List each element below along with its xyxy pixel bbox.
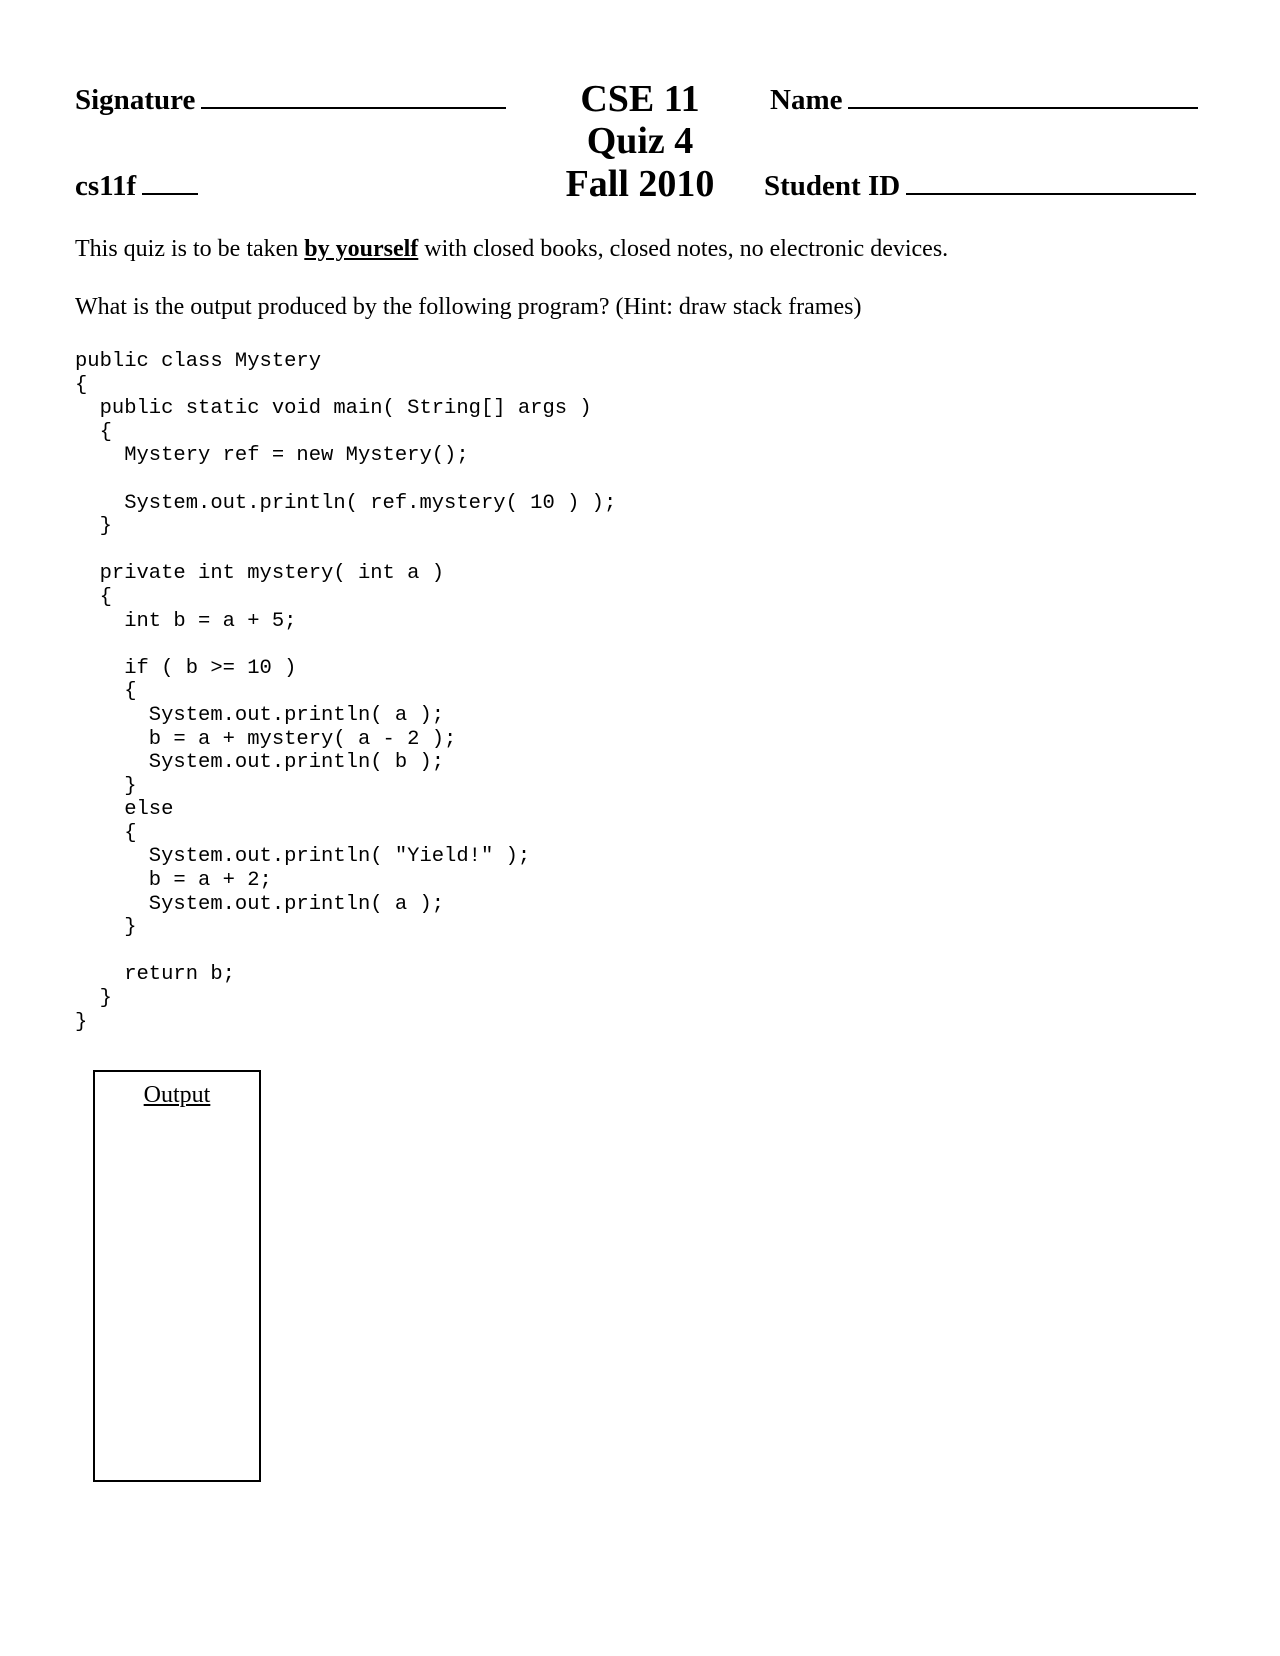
- code-line: int b = a + 5;: [75, 609, 297, 633]
- code-line: System.out.println( a );: [75, 703, 445, 727]
- code-line: public static void main( String[] args ): [75, 397, 592, 421]
- instructions-emphasis: by yourself: [304, 236, 419, 262]
- cs11f-line[interactable]: [142, 192, 198, 195]
- code-listing: [75, 350, 616, 1034]
- code-line: }: [75, 916, 137, 940]
- code-line: }: [75, 774, 137, 798]
- term-title: Fall 2010: [565, 163, 715, 205]
- code-line: System.out.println( b );: [75, 751, 445, 775]
- student-id-field[interactable]: [764, 172, 1196, 201]
- output-label: Output: [143, 1082, 211, 1108]
- question: What is the output produced by the following program? (Hint: draw stack frames): [75, 294, 862, 320]
- signature-line[interactable]: [201, 106, 506, 109]
- code-line: return b;: [75, 963, 235, 987]
- code-line: else: [75, 798, 174, 822]
- code-line: {: [75, 420, 112, 444]
- output-box[interactable]: [93, 1070, 261, 1482]
- signature-label: Signature: [75, 84, 196, 116]
- code-line: public class Mystery: [75, 350, 322, 373]
- code-line: if ( b >= 10 ): [75, 656, 297, 680]
- code-line: }: [75, 515, 112, 539]
- code-line: {: [75, 585, 112, 609]
- code-line: }: [75, 1010, 88, 1034]
- code-line: b = a + 2;: [75, 869, 272, 893]
- student-id-label: Student ID: [764, 170, 901, 202]
- student-id-line[interactable]: [906, 192, 1196, 195]
- code-line: {: [75, 680, 137, 704]
- course-title: CSE 11: [580, 78, 700, 120]
- code-line: {: [75, 373, 88, 397]
- code-line: System.out.println( ref.mystery( 10 ) );: [75, 491, 617, 515]
- instructions: [75, 237, 948, 261]
- code-line: {: [75, 821, 137, 845]
- signature-field[interactable]: [75, 86, 506, 115]
- code-line: Mystery ref = new Mystery();: [75, 444, 469, 468]
- name-field[interactable]: [770, 86, 1198, 115]
- instructions-prefix: This quiz is to be taken: [75, 236, 305, 262]
- quiz-title: Quiz 4: [586, 120, 694, 162]
- cs11f-label: cs11f: [75, 170, 137, 202]
- code-line: b = a + mystery( a - 2 );: [75, 727, 457, 751]
- code-line: System.out.println( "Yield!" );: [75, 845, 531, 869]
- name-line[interactable]: [848, 106, 1198, 109]
- code-line: private int mystery( int a ): [75, 562, 445, 586]
- cs11f-field[interactable]: [75, 172, 198, 201]
- name-label: Name: [770, 84, 843, 116]
- instructions-suffix: with closed books, closed notes, no electronic devices.: [418, 236, 949, 262]
- code-line: }: [75, 987, 112, 1011]
- code-line: System.out.println( a );: [75, 892, 445, 916]
